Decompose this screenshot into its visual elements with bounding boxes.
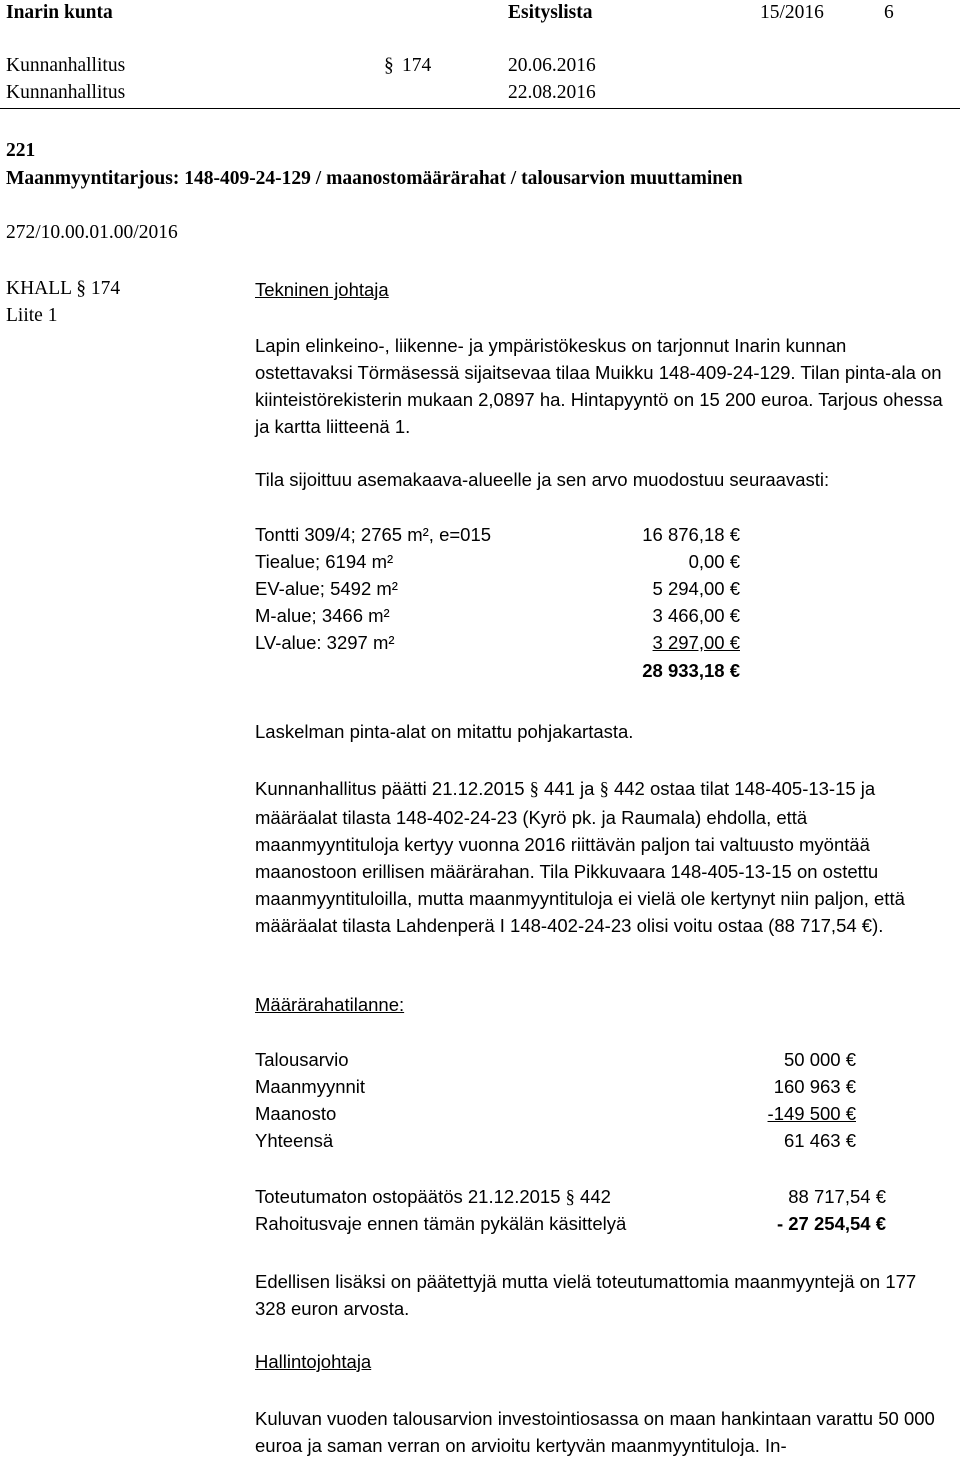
paragraph: Edellisen lisäksi on päätettyjä mutta vielä toteutumattomia maanmyyntejä on 177 328 euron arvosta. [255,1271,917,1319]
section-sign: § [384,55,394,76]
item-number: 221 [6,140,36,161]
budget-label: Talousarvio [255,1049,349,1070]
preparer-title: Hallintojohtaja [255,1351,372,1372]
valuation-label: Tiealue; 6194 m² [255,551,394,572]
budget-label: Maanosto [255,1103,337,1124]
document-number: 15/2016 [760,2,824,23]
valuation-value: 3 297,00 € [652,632,740,653]
realization-label [255,1186,611,1209]
history-date: 20.06.2016 [508,55,596,76]
header-divider [0,108,960,109]
valuation-value: 5 294,00 € [652,578,740,599]
meeting-reference [6,278,120,300]
text-run: Toteutumaton ostopäätös 21.12.2015 [255,1186,561,1207]
page-number: 6 [884,2,894,23]
section-sign: § [565,1188,575,1208]
document-type: Esityslista [508,2,593,23]
khall-number: 174 [90,278,121,299]
history-body: Kunnanhallitus [6,82,126,103]
valuation-value: 0,00 € [688,551,740,572]
budget-value: 160 963 € [773,1076,856,1097]
paragraph: Tila sijoittuu asemakaava-alueelle ja sen arvo muodostuu seuraavasti: [255,469,830,490]
budget-value: 50 000 € [783,1049,856,1070]
realization-label: Rahoitusvaje ennen tämän pykälän käsittelyä [255,1213,627,1234]
valuation-total: 28 933,18 € [642,660,740,681]
khall-label: KHALL [6,278,72,299]
budget-heading: Määrärahatilanne: [255,994,405,1015]
text-run: Kunnanhallitus päätti 21.12.2015 [255,778,525,799]
valuation-label: Tontti 309/4; 2765 m², e=015 [255,524,492,545]
section-sign: § [529,780,539,800]
paragraph: Laskelman pinta-alat on mitattu pohjakartasta. [255,721,634,742]
history-date: 22.08.2016 [508,82,596,103]
section-sign: § [76,278,86,299]
text-run: 442 ostaa tilat 148-405-13-15 ja määräalat tilasta 148-402-24-23 (Kyrö pk. ja Raumala) ehdolla, että maanmyyntituloja kertyy vuonna 2016 riittävän paljon tai valtuusto myöntää maanostoon erillisen määrärahan. Tila Pikkuvaara 148-405-13-15 on ostettu maanmyyntituloilla, mutta maanmyyntituloja ei vielä ole kertynyt niin paljon, että määräalat tilasta Lahdenperä I 148-402-24-23 olisi voitu ostaa (88 717,54 €). [255,778,905,936]
text-run: 441 ja [544,778,595,799]
valuation-label: LV-alue: 3297 m² [255,632,395,653]
valuation-value: 16 876,18 € [642,524,740,545]
paragraph: Kuluvan vuoden talousarvion investointiosassa on maan hankintaan varattu 50 000 euroa ja saman verran on arvioitu kertyvän maanmyyntituloja. In- [255,1408,935,1456]
section-sign: § [599,780,609,800]
realization-value: 88 717,54 € [788,1186,886,1207]
valuation-label: M-alue; 3466 m² [255,605,390,626]
budget-value [660,1103,856,1125]
reference-number: 272/10.00.01.00/2016 [6,222,178,243]
history-number: 174 [402,55,432,76]
budget-value: 61 463 € [783,1130,856,1151]
attachment-label: Liite 1 [6,305,58,326]
text-run: 442 [580,1186,611,1207]
budget-label: Maanmyynnit [255,1076,366,1097]
budget-label: Yhteensä [255,1130,334,1151]
paragraph: Lapin elinkeino-, liikenne- ja ympäristökeskus on tarjonnut Inarin kunnan ostettavaksi Törmäsessä sijaitsevaa tilaa Muikku 148-409-24-129. Tilan pinta-ala on kiinteistörekisterin mukaan 2,0897 ha. Hintapyyntö on 15 200 euroa. Tarjous ohessa ja kartta liitteenä 1. [255,335,943,437]
valuation-label: EV-alue; 5492 m² [255,578,398,599]
valuation-value: 3 466,00 € [652,605,740,626]
item-title: Maanmyyntitarjous: 148-409-24-129 / maanostomäärärahat / talousarvion muuttaminen [6,168,743,189]
history-body: Kunnanhallitus [6,55,126,76]
budget-value-text: -149 500 € [767,1103,856,1124]
organization-name: Inarin kunta [6,2,113,23]
paragraph [255,775,945,939]
preparer-title: Tekninen johtaja [255,279,389,300]
realization-value: - 27 254,54 € [776,1213,886,1234]
